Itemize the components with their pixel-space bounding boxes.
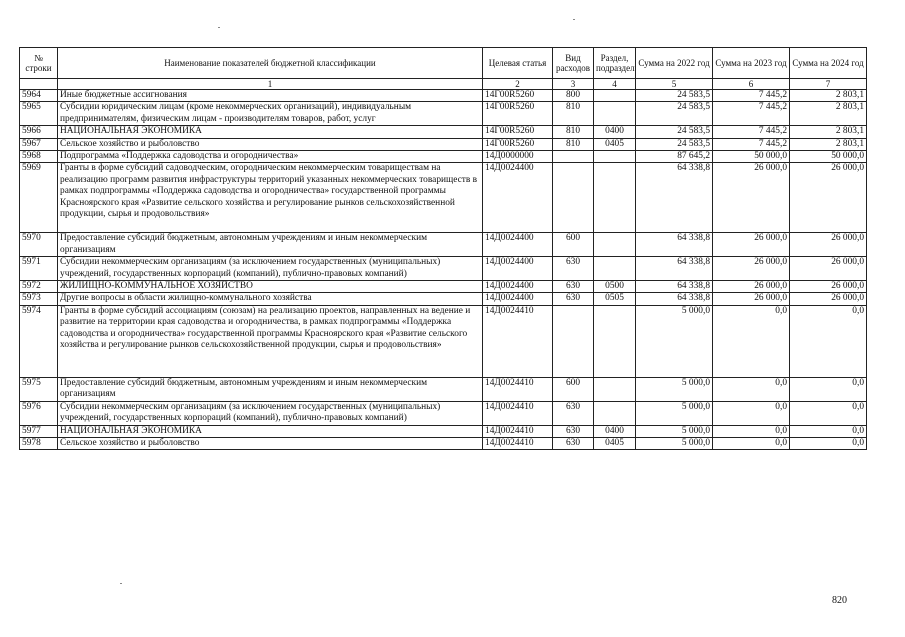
sum-2024: 26 000,0 [790,163,867,233]
indicator-name: Предоставление субсидий бюджетным, автономным учреждениям и иным некоммерческим организациям [58,233,483,257]
table-row [20,281,867,293]
sum-2023: 50 000,0 [713,151,790,163]
target-article: 14Д0024410 [483,425,553,437]
target-article: 14Д0024400 [483,257,553,281]
target-article: 14Д0024400 [483,281,553,293]
row-number: 5967 [20,138,58,150]
row-number: 5976 [20,401,58,425]
scan-speck [120,583,122,584]
expense-type [553,305,594,377]
sum-2023: 0,0 [713,377,790,401]
sum-2022: 5 000,0 [636,305,713,377]
expense-type: 630 [553,293,594,305]
indicator-name: НАЦИОНАЛЬНАЯ ЭКОНОМИКА [58,126,483,138]
sum-2024: 0,0 [790,305,867,377]
sum-2022: 64 338,8 [636,293,713,305]
table-row [20,102,867,126]
column-number: 3 [553,79,594,90]
column-number: 5 [636,79,713,90]
section-code [594,377,636,401]
table-row [20,90,867,102]
sum-2022: 5 000,0 [636,437,713,449]
target-article: 14Д0024400 [483,163,553,233]
column-number: 6 [713,79,790,90]
indicator-name: Субсидии юридическим лицам (кроме некоммерческих организаций), индивидуальным предпринимателям, физическим лицам - производителям товаров, работ, услуг [58,102,483,126]
sum-2022: 5 000,0 [636,401,713,425]
expense-type: 600 [553,233,594,257]
sum-2023: 0,0 [713,305,790,377]
expense-type: 630 [553,281,594,293]
table-row [20,151,867,163]
expense-type: 630 [553,425,594,437]
indicator-name: Субсидии некоммерческим организациям (за исключением государственных (муниципальных) учреждений, государственных корпораций (компаний), публично-правовых компаний) [58,257,483,281]
expense-type: 630 [553,437,594,449]
table-row [20,126,867,138]
row-number: 5966 [20,126,58,138]
sum-2022: 64 338,8 [636,233,713,257]
table-row [20,233,867,257]
sum-2022: 24 583,5 [636,102,713,126]
header-row-number: № строки [20,48,58,79]
column-number-blank [20,79,58,90]
indicator-name: Сельское хозяйство и рыболовство [58,138,483,150]
section-code [594,102,636,126]
section-code: 0505 [594,293,636,305]
header-indicator-name: Наименование показателей бюджетной классификации [58,48,483,79]
indicator-name: Другие вопросы в области жилищно-коммунального хозяйства [58,293,483,305]
table-header-row [20,48,867,79]
indicator-name: ЖИЛИЩНО-КОММУНАЛЬНОЕ ХОЗЯЙСТВО [58,281,483,293]
section-code [594,90,636,102]
section-code [594,305,636,377]
table-row [20,305,867,377]
expense-type: 810 [553,138,594,150]
sum-2024: 26 000,0 [790,293,867,305]
table-row [20,437,867,449]
target-article: 14Д0024410 [483,437,553,449]
section-code: 0500 [594,281,636,293]
sum-2023: 7 445,2 [713,102,790,126]
row-number: 5973 [20,293,58,305]
sum-2022: 64 338,8 [636,281,713,293]
indicator-name: Субсидии некоммерческим организациям (за исключением государственных (муниципальных) учреждений, государственных корпораций (компаний), публично-правовых компаний) [58,401,483,425]
indicator-name: Сельское хозяйство и рыболовство [58,437,483,449]
sum-2023: 26 000,0 [713,163,790,233]
expense-type: 630 [553,401,594,425]
column-number: 2 [483,79,553,90]
sum-2024: 0,0 [790,377,867,401]
row-number: 5972 [20,281,58,293]
sum-2022: 24 583,5 [636,90,713,102]
scan-speck [573,19,575,20]
row-number: 5971 [20,257,58,281]
sum-2023: 26 000,0 [713,293,790,305]
sum-2024: 2 803,1 [790,126,867,138]
expense-type [553,163,594,233]
sum-2023: 26 000,0 [713,281,790,293]
page-number: 820 [832,595,847,606]
target-article: 14Г00R5260 [483,126,553,138]
indicator-name: НАЦИОНАЛЬНАЯ ЭКОНОМИКА [58,425,483,437]
sum-2022: 64 338,8 [636,257,713,281]
sum-2023: 7 445,2 [713,126,790,138]
sum-2022: 5 000,0 [636,377,713,401]
sum-2024: 0,0 [790,425,867,437]
expense-type [553,151,594,163]
section-code: 0400 [594,126,636,138]
budget-table [19,47,867,450]
row-number: 5970 [20,233,58,257]
target-article: 14Г00R5260 [483,138,553,150]
sum-2022: 87 645,2 [636,151,713,163]
row-number: 5969 [20,163,58,233]
sum-2022: 24 583,5 [636,126,713,138]
target-article: 14Д0024410 [483,305,553,377]
section-code [594,163,636,233]
indicator-name: Гранты в форме субсидий ассоциациям (союзам) на реализацию проектов, направленных на ведение и развитие на территории края садоводства и огородничества, в рамках подпрограммы «Поддержка садоводства и огородничества» государственной программы Красноярского края «Развитие сельского хозяйства и регулирование рынков сельскохозяйственной продукции, сырья и продовольствия» [58,305,483,377]
target-article: 14Г00R5260 [483,90,553,102]
expense-type: 800 [553,90,594,102]
sum-2023: 26 000,0 [713,233,790,257]
expense-type: 600 [553,377,594,401]
table-row [20,138,867,150]
section-code: 0400 [594,425,636,437]
indicator-name: Иные бюджетные ассигнования [58,90,483,102]
sum-2022: 24 583,5 [636,138,713,150]
target-article: 14Г00R5260 [483,102,553,126]
sum-2023: 0,0 [713,437,790,449]
expense-type: 810 [553,102,594,126]
sum-2023: 0,0 [713,401,790,425]
target-article: 14Д0024410 [483,377,553,401]
table-row [20,257,867,281]
section-code [594,257,636,281]
expense-type: 810 [553,126,594,138]
header-target-article: Целевая статья [483,48,553,79]
column-number-row [20,79,867,90]
section-code: 0405 [594,437,636,449]
section-code [594,151,636,163]
expense-type: 630 [553,257,594,281]
sum-2024: 2 803,1 [790,90,867,102]
row-number: 5974 [20,305,58,377]
row-number: 5968 [20,151,58,163]
row-number: 5977 [20,425,58,437]
section-code: 0405 [594,138,636,150]
sum-2023: 7 445,2 [713,90,790,102]
header-expense-type: Вид расходов [553,48,594,79]
row-number: 5965 [20,102,58,126]
section-code [594,233,636,257]
sum-2024: 0,0 [790,401,867,425]
sum-2024: 26 000,0 [790,233,867,257]
header-sum-2023: Сумма на 2023 год [713,48,790,79]
sum-2022: 5 000,0 [636,425,713,437]
table-row [20,377,867,401]
indicator-name: Гранты в форме субсидий садоводческим, огородническим некоммерческим товариществам на реализацию программ развития инфраструктуры территорий указанных некоммерческих товариществ в рамках подпрограммы «Поддержка садоводства и огородничества» государственной программы Красноярского края «Развитие сельского хозяйства и регулирование рынков сельскохозяйственной продукции, сырья и продовольствия» [58,163,483,233]
sum-2024: 2 803,1 [790,138,867,150]
column-number: 7 [790,79,867,90]
row-number: 5978 [20,437,58,449]
sum-2024: 0,0 [790,437,867,449]
header-section: Раздел, подраздел [594,48,636,79]
section-code [594,401,636,425]
table-row [20,163,867,233]
target-article: 14Д0024400 [483,293,553,305]
sum-2024: 26 000,0 [790,281,867,293]
header-sum-2024: Сумма на 2024 год [790,48,867,79]
target-article: 14Д0000000 [483,151,553,163]
sum-2023: 0,0 [713,425,790,437]
sum-2024: 2 803,1 [790,102,867,126]
table-row [20,401,867,425]
sum-2024: 50 000,0 [790,151,867,163]
target-article: 14Д0024410 [483,401,553,425]
column-number: 1 [58,79,483,90]
table-row [20,293,867,305]
column-number: 4 [594,79,636,90]
indicator-name: Подпрограмма «Поддержка садоводства и огородничества» [58,151,483,163]
header-sum-2022: Сумма на 2022 год [636,48,713,79]
scan-speck [218,27,220,28]
sum-2022: 64 338,8 [636,163,713,233]
row-number: 5964 [20,90,58,102]
row-number: 5975 [20,377,58,401]
indicator-name: Предоставление субсидий бюджетным, автономным учреждениям и иным некоммерческим организациям [58,377,483,401]
sum-2023: 26 000,0 [713,257,790,281]
target-article: 14Д0024400 [483,233,553,257]
sum-2023: 7 445,2 [713,138,790,150]
table-row [20,425,867,437]
sum-2024: 26 000,0 [790,257,867,281]
